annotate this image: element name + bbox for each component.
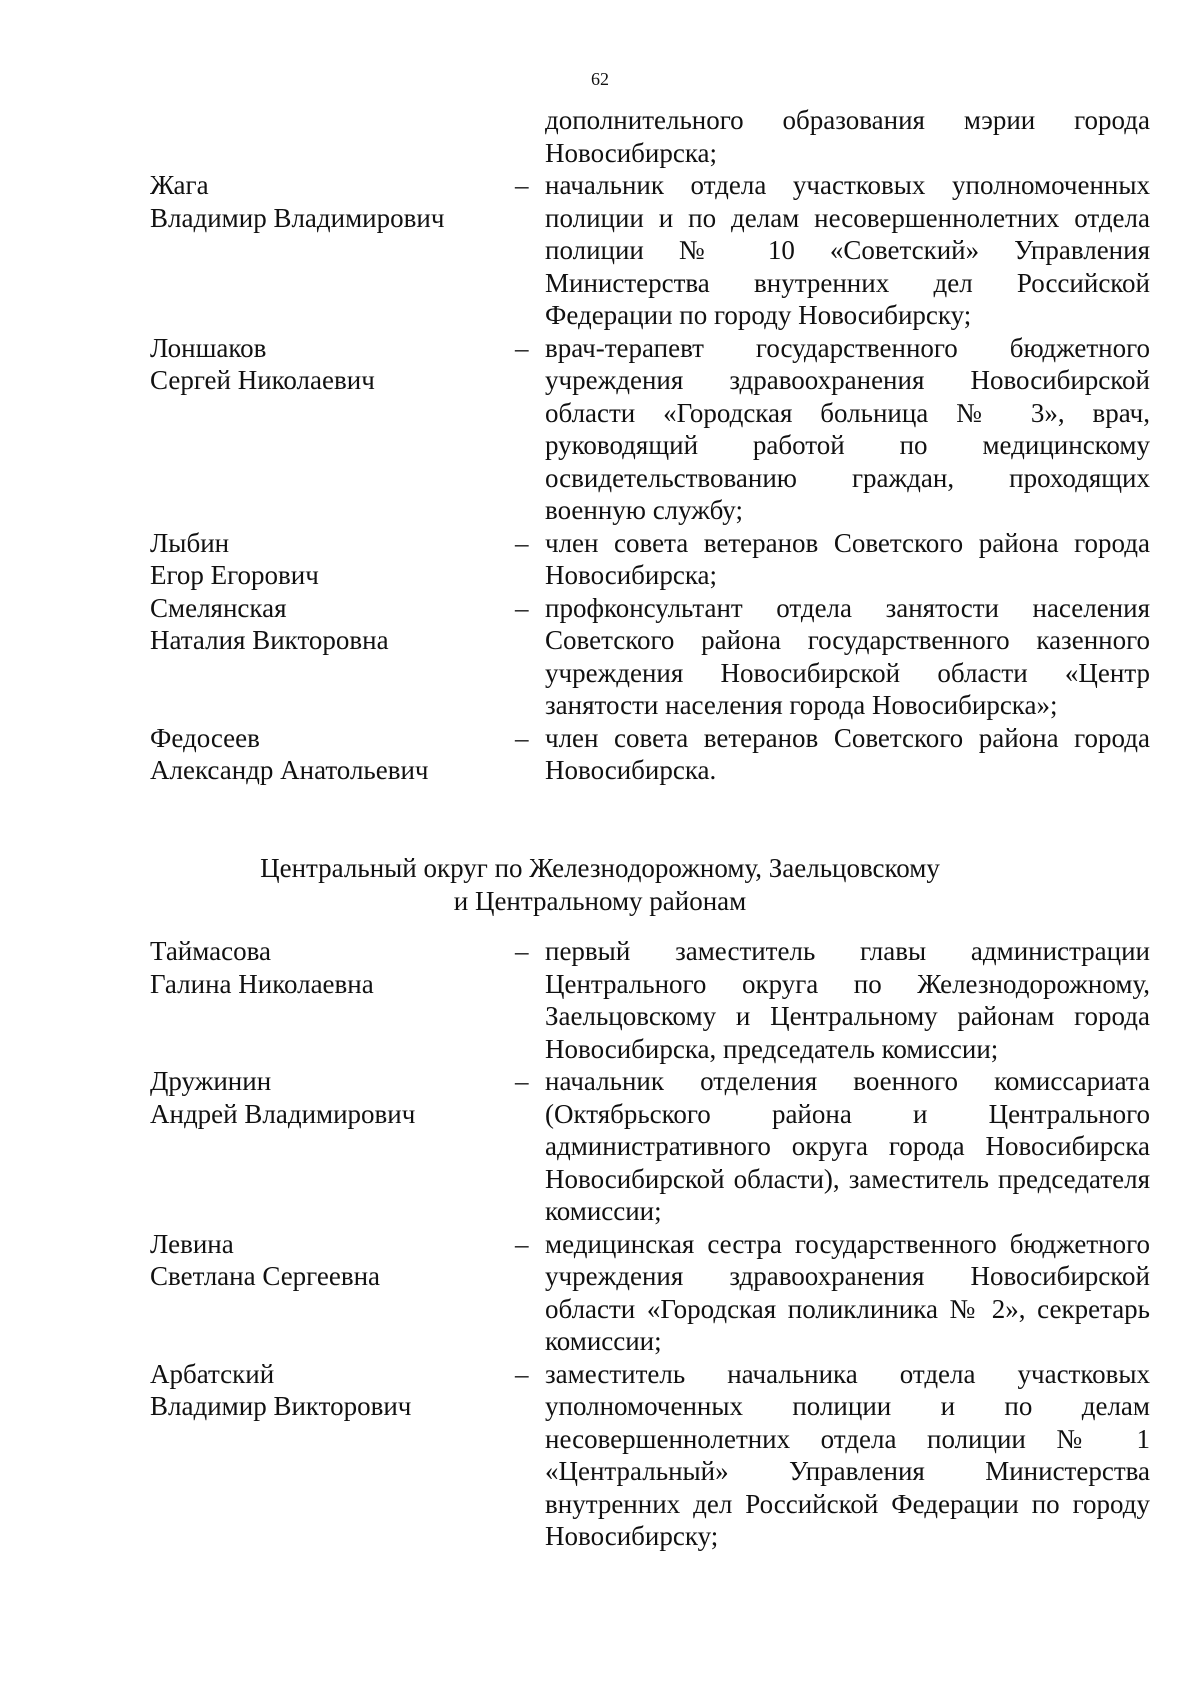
section-heading: Центральный округ по Железнодорожному, Заельцовскому и Центральному районам <box>260 853 940 916</box>
dash: – <box>515 1228 529 1259</box>
member-entry <box>150 722 1150 787</box>
member-entry <box>150 592 1150 722</box>
member-name: Смелянская Наталия Викторовна <box>150 592 389 655</box>
member-name: Лыбин Егор Егорович <box>150 527 319 590</box>
member-position: член совета ветеранов Советского района города Новосибирска. <box>545 722 1150 785</box>
dash: – <box>515 527 529 558</box>
member-name: Жага Владимир Владимирович <box>150 170 445 233</box>
member-entry <box>150 169 1150 332</box>
member-name: Федосеев Александр Анатольевич <box>150 722 429 785</box>
page-number: 62 <box>591 69 609 89</box>
commission-members-list-2 <box>150 935 1150 1553</box>
member-name: Арбатский Владимир Викторович <box>150 1358 412 1421</box>
dash: – <box>515 332 529 363</box>
dash: – <box>515 592 529 623</box>
member-entry <box>150 332 1150 527</box>
dash: – <box>515 936 529 966</box>
continuation-row <box>150 104 1150 169</box>
member-entry <box>150 527 1150 592</box>
member-position: член совета ветеранов Советского района города Новосибирска; <box>545 527 1150 590</box>
member-position: врач-терапевт государственного бюджетного учреждения здравоохранения Новосибирской области «Городская больница № 3», врач, руководящий работой по медицинскому освидетельствованию граждан, проходящих военную службу; <box>545 332 1150 525</box>
commission-members-list-1 <box>150 104 1150 787</box>
member-entry <box>150 1358 1150 1553</box>
member-entry <box>150 1065 1150 1228</box>
member-name: Лоншаков Сергей Николаевич <box>150 332 375 395</box>
member-entry <box>150 935 1150 1065</box>
dash: – <box>515 1358 529 1389</box>
member-name: Левина Светлана Сергеевна <box>150 1228 381 1291</box>
member-position: медицинская сестра государственного бюджетного учреждения здравоохранения Новосибирской области «Городская поликлиника № 2», секретарь комиссии; <box>545 1228 1150 1356</box>
member-entry <box>150 1228 1150 1358</box>
member-position: начальник отделения военного комиссариата (Октябрьского района и Центрального административного округа города Новосибирска Новосибирской области), заместитель председателя комиссии; <box>545 1066 1150 1226</box>
dash: – <box>515 722 529 753</box>
dash: – <box>515 1066 529 1096</box>
member-name: Таймасова Галина Николаевна <box>150 936 374 999</box>
dash: – <box>515 170 529 200</box>
member-position: начальник отдела участковых уполномоченных полиции и по делам несовершеннолетних отдела полиции № 10 «Советский» Управления Министерства внутренних дел Российской Федерации по городу Новосибирску; <box>545 170 1150 330</box>
member-name: Дружинин Андрей Владимирович <box>150 1066 416 1129</box>
member-position: заместитель начальника отдела участковых уполномоченных полиции и по делам несовершеннолетних отдела полиции № 1 «Центральный» Управления Министерства внутренних дел Российской Федерации по городу Новосибирску; <box>545 1358 1150 1551</box>
member-position: первый заместитель главы администрации Центрального округа по Железнодорожному, Заельцовскому и Центральному районам города Новосибирска, председатель комиссии; <box>545 936 1150 1064</box>
member-position: профконсультант отдела занятости населения Советского района государственного казенного учреждения Новосибирской области «Центр занятости населения города Новосибирска»; <box>545 592 1150 720</box>
continuation-text: дополнительного образования мэрии города Новосибирска; <box>545 105 1150 168</box>
